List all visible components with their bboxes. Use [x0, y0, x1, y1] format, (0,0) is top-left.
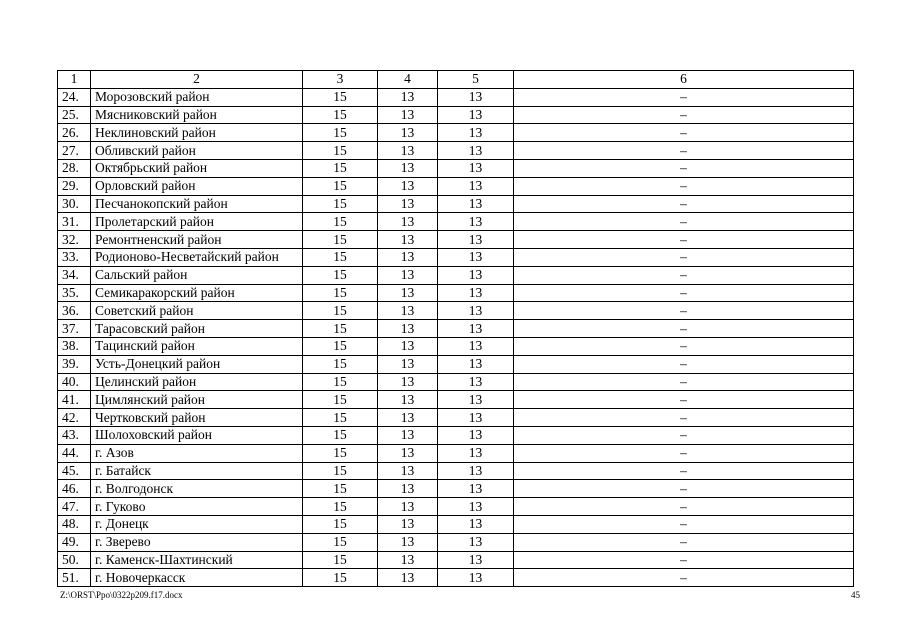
value-col-5: 13	[438, 569, 514, 587]
value-col-3: 15	[303, 320, 378, 338]
row-number: 36.	[58, 302, 91, 320]
district-name: г. Азов	[91, 444, 303, 462]
table-row	[58, 515, 854, 533]
row-number: 37.	[58, 320, 91, 338]
row-number: 44.	[58, 444, 91, 462]
table-row	[58, 159, 854, 177]
value-col-3: 15	[303, 124, 378, 142]
row-number: 51.	[58, 569, 91, 587]
value-col-6: –	[514, 106, 854, 124]
value-col-3: 15	[303, 266, 378, 284]
value-col-5: 13	[438, 320, 514, 338]
value-col-3: 15	[303, 409, 378, 427]
value-col-4: 13	[378, 498, 438, 516]
row-number: 39.	[58, 355, 91, 373]
value-col-5: 13	[438, 302, 514, 320]
value-col-5: 13	[438, 515, 514, 533]
value-col-5: 13	[438, 213, 514, 231]
value-col-5: 13	[438, 177, 514, 195]
header-cell-4: 4	[378, 71, 438, 89]
value-col-6: –	[514, 337, 854, 355]
value-col-5: 13	[438, 266, 514, 284]
value-col-4: 13	[378, 515, 438, 533]
value-col-4: 13	[378, 266, 438, 284]
value-col-6: –	[514, 462, 854, 480]
table-row	[58, 391, 854, 409]
value-col-5: 13	[438, 498, 514, 516]
district-name: Советский район	[91, 302, 303, 320]
value-col-5: 13	[438, 124, 514, 142]
district-name: г. Волгодонск	[91, 480, 303, 498]
value-col-5: 13	[438, 391, 514, 409]
table-row	[58, 480, 854, 498]
row-number: 49.	[58, 533, 91, 551]
table-row	[58, 337, 854, 355]
header-cell-6: 6	[514, 71, 854, 89]
district-name: Неклиновский район	[91, 124, 303, 142]
value-col-6: –	[514, 444, 854, 462]
value-col-4: 13	[378, 159, 438, 177]
value-col-5: 13	[438, 88, 514, 106]
header-cell-1: 1	[58, 71, 91, 89]
value-col-5: 13	[438, 337, 514, 355]
district-name: г. Батайск	[91, 462, 303, 480]
value-col-6: –	[514, 533, 854, 551]
table-row	[58, 373, 854, 391]
value-col-6: –	[514, 266, 854, 284]
row-number: 27.	[58, 142, 91, 160]
value-col-5: 13	[438, 373, 514, 391]
district-name: Цимлянский район	[91, 391, 303, 409]
district-name: Чертковский район	[91, 409, 303, 427]
table-row	[58, 195, 854, 213]
value-col-6: –	[514, 569, 854, 587]
value-col-6: –	[514, 355, 854, 373]
value-col-5: 13	[438, 142, 514, 160]
table-row	[58, 88, 854, 106]
value-col-4: 13	[378, 177, 438, 195]
value-col-4: 13	[378, 391, 438, 409]
value-col-5: 13	[438, 426, 514, 444]
header-cell-5: 5	[438, 71, 514, 89]
value-col-5: 13	[438, 355, 514, 373]
value-col-4: 13	[378, 409, 438, 427]
value-col-3: 15	[303, 444, 378, 462]
value-col-5: 13	[438, 462, 514, 480]
row-number: 30.	[58, 195, 91, 213]
district-name: Октябрьский район	[91, 159, 303, 177]
district-name: Тацинский район	[91, 337, 303, 355]
table-header-row	[58, 71, 854, 89]
value-col-4: 13	[378, 124, 438, 142]
value-col-4: 13	[378, 248, 438, 266]
row-number: 25.	[58, 106, 91, 124]
value-col-4: 13	[378, 213, 438, 231]
district-name: Семикаракорский район	[91, 284, 303, 302]
value-col-5: 13	[438, 106, 514, 124]
row-number: 42.	[58, 409, 91, 427]
value-col-6: –	[514, 302, 854, 320]
value-col-3: 15	[303, 498, 378, 516]
value-col-5: 13	[438, 284, 514, 302]
district-name: Целинский район	[91, 373, 303, 391]
value-col-4: 13	[378, 106, 438, 124]
row-number: 35.	[58, 284, 91, 302]
table-row	[58, 409, 854, 427]
value-col-6: –	[514, 142, 854, 160]
value-col-6: –	[514, 426, 854, 444]
district-name: Обливский район	[91, 142, 303, 160]
district-name: Морозовский район	[91, 88, 303, 106]
table-row	[58, 124, 854, 142]
header-cell-2: 2	[91, 71, 303, 89]
value-col-4: 13	[378, 88, 438, 106]
value-col-3: 15	[303, 284, 378, 302]
value-col-3: 15	[303, 213, 378, 231]
value-col-6: –	[514, 480, 854, 498]
value-col-6: –	[514, 231, 854, 249]
value-col-3: 15	[303, 373, 378, 391]
value-col-6: –	[514, 284, 854, 302]
value-col-3: 15	[303, 106, 378, 124]
row-number: 45.	[58, 462, 91, 480]
value-col-4: 13	[378, 355, 438, 373]
table-row	[58, 106, 854, 124]
value-col-6: –	[514, 88, 854, 106]
value-col-6: –	[514, 248, 854, 266]
row-number: 47.	[58, 498, 91, 516]
value-col-6: –	[514, 213, 854, 231]
table-row	[58, 444, 854, 462]
value-col-6: –	[514, 195, 854, 213]
value-col-4: 13	[378, 551, 438, 569]
value-col-6: –	[514, 515, 854, 533]
row-number: 31.	[58, 213, 91, 231]
row-number: 29.	[58, 177, 91, 195]
value-col-3: 15	[303, 88, 378, 106]
value-col-3: 15	[303, 355, 378, 373]
value-col-6: –	[514, 320, 854, 338]
row-number: 48.	[58, 515, 91, 533]
value-col-3: 15	[303, 159, 378, 177]
district-name: г. Новочеркасск	[91, 569, 303, 587]
row-number: 32.	[58, 231, 91, 249]
value-col-6: –	[514, 498, 854, 516]
row-number: 33.	[58, 248, 91, 266]
footer-file-path: Z:\ORST\Ppo\0322p209.f17.docx	[60, 590, 183, 600]
district-name: Тарасовский район	[91, 320, 303, 338]
value-col-4: 13	[378, 302, 438, 320]
value-col-3: 15	[303, 302, 378, 320]
value-col-3: 15	[303, 248, 378, 266]
value-col-3: 15	[303, 480, 378, 498]
value-col-4: 13	[378, 231, 438, 249]
value-col-4: 13	[378, 426, 438, 444]
value-col-3: 15	[303, 142, 378, 160]
district-name: г. Донецк	[91, 515, 303, 533]
table-row	[58, 551, 854, 569]
district-name: г. Каменск-Шахтинский	[91, 551, 303, 569]
value-col-6: –	[514, 373, 854, 391]
value-col-4: 13	[378, 444, 438, 462]
row-number: 46.	[58, 480, 91, 498]
value-col-3: 15	[303, 551, 378, 569]
table-row	[58, 569, 854, 587]
row-number: 26.	[58, 124, 91, 142]
table-row	[58, 177, 854, 195]
district-name: Орловский район	[91, 177, 303, 195]
value-col-6: –	[514, 159, 854, 177]
table-body	[58, 71, 854, 587]
value-col-6: –	[514, 551, 854, 569]
table-row	[58, 533, 854, 551]
value-col-3: 15	[303, 515, 378, 533]
table-row	[58, 266, 854, 284]
district-name: г. Гуково	[91, 498, 303, 516]
value-col-4: 13	[378, 533, 438, 551]
value-col-6: –	[514, 124, 854, 142]
district-name: Мясниковский район	[91, 106, 303, 124]
value-col-3: 15	[303, 462, 378, 480]
value-col-3: 15	[303, 391, 378, 409]
district-name: Ремонтненский район	[91, 231, 303, 249]
district-name: Родионово-Несветайский район	[91, 248, 303, 266]
district-name: Шолоховский район	[91, 426, 303, 444]
table-row	[58, 302, 854, 320]
data-table	[57, 70, 854, 587]
value-col-4: 13	[378, 569, 438, 587]
value-col-4: 13	[378, 462, 438, 480]
table-row	[58, 142, 854, 160]
district-name: Песчанокопский район	[91, 195, 303, 213]
row-number: 38.	[58, 337, 91, 355]
header-cell-3: 3	[303, 71, 378, 89]
value-col-5: 13	[438, 159, 514, 177]
table-row	[58, 213, 854, 231]
page-number: 45	[851, 590, 860, 600]
value-col-5: 13	[438, 409, 514, 427]
value-col-3: 15	[303, 337, 378, 355]
district-name: Сальский район	[91, 266, 303, 284]
row-number: 28.	[58, 159, 91, 177]
value-col-3: 15	[303, 569, 378, 587]
value-col-5: 13	[438, 444, 514, 462]
value-col-4: 13	[378, 142, 438, 160]
value-col-4: 13	[378, 337, 438, 355]
table-row	[58, 498, 854, 516]
value-col-6: –	[514, 177, 854, 195]
value-col-5: 13	[438, 231, 514, 249]
district-name: Пролетарский район	[91, 213, 303, 231]
value-col-5: 13	[438, 248, 514, 266]
row-number: 40.	[58, 373, 91, 391]
table-row	[58, 284, 854, 302]
value-col-5: 13	[438, 195, 514, 213]
value-col-3: 15	[303, 195, 378, 213]
table-row	[58, 231, 854, 249]
table-row	[58, 355, 854, 373]
value-col-5: 13	[438, 480, 514, 498]
value-col-4: 13	[378, 320, 438, 338]
value-col-6: –	[514, 409, 854, 427]
value-col-3: 15	[303, 426, 378, 444]
row-number: 34.	[58, 266, 91, 284]
value-col-4: 13	[378, 373, 438, 391]
value-col-3: 15	[303, 231, 378, 249]
district-name: г. Зверево	[91, 533, 303, 551]
row-number: 24.	[58, 88, 91, 106]
value-col-3: 15	[303, 533, 378, 551]
value-col-4: 13	[378, 195, 438, 213]
row-number: 50.	[58, 551, 91, 569]
value-col-5: 13	[438, 533, 514, 551]
row-number: 41.	[58, 391, 91, 409]
table-row	[58, 320, 854, 338]
table-row	[58, 426, 854, 444]
value-col-4: 13	[378, 284, 438, 302]
row-number: 43.	[58, 426, 91, 444]
table-row	[58, 462, 854, 480]
district-name: Усть-Донецкий район	[91, 355, 303, 373]
table-row	[58, 248, 854, 266]
value-col-3: 15	[303, 177, 378, 195]
value-col-6: –	[514, 391, 854, 409]
value-col-5: 13	[438, 551, 514, 569]
value-col-4: 13	[378, 480, 438, 498]
